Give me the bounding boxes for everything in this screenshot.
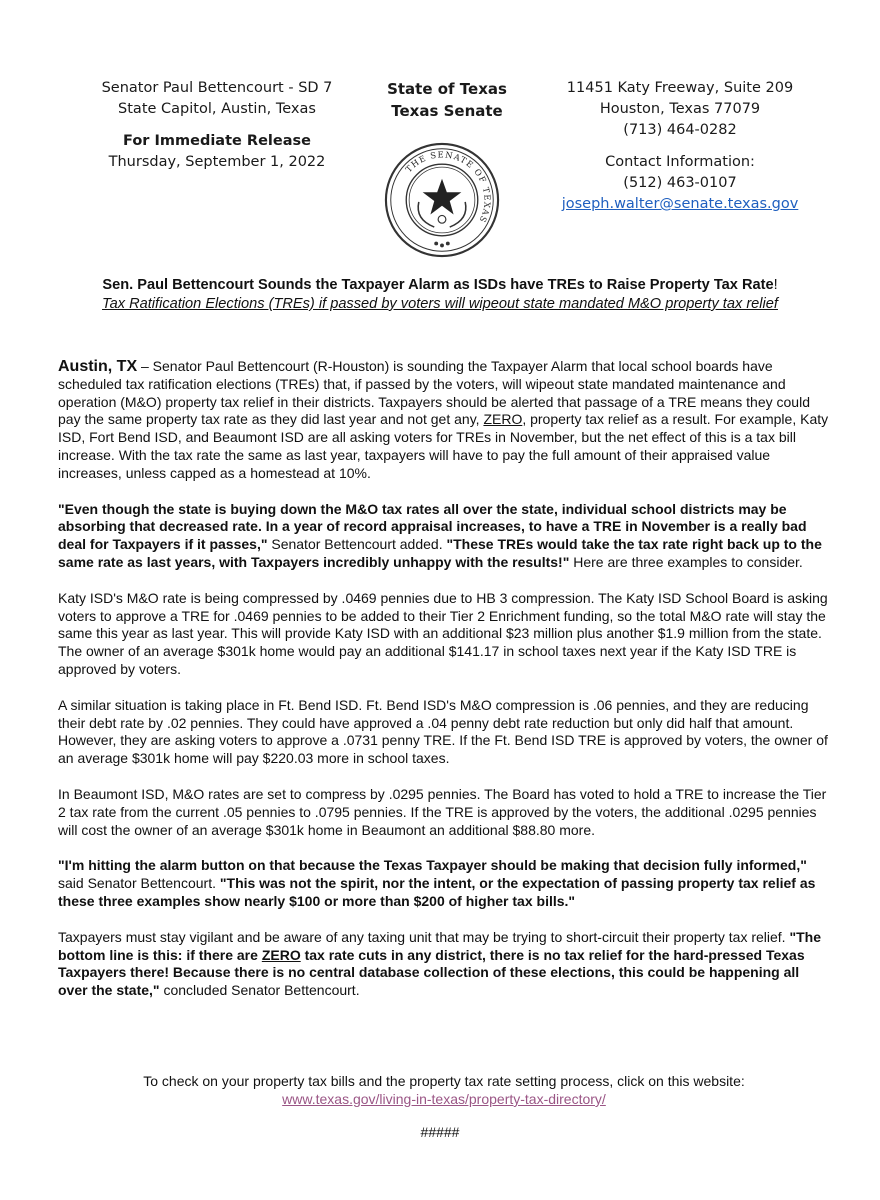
closing-zero: ZERO xyxy=(261,946,301,963)
paragraph-closing xyxy=(58,929,830,1000)
contact-phone: (512) 463-0107 xyxy=(623,175,737,191)
headline-title: Sen. Paul Bettencourt Sounds the Taxpayer Alarm as ISDs have TREs to Raise Property Tax Rate xyxy=(102,277,774,293)
contact-label: Contact Information: xyxy=(605,154,755,170)
sender-name: Senator Paul Bettencourt - SD 7 xyxy=(101,80,333,96)
press-release-headline xyxy=(40,276,840,314)
footer-text: To check on your property tax bills and the property tax rate setting process, click on this website: xyxy=(143,1073,745,1089)
closing-attrib: concluded Senator Bettencourt. xyxy=(159,982,360,999)
contact-block xyxy=(545,78,815,215)
footer xyxy=(58,1072,830,1108)
paragraph-intro xyxy=(58,358,830,483)
paragraph-quote-2 xyxy=(58,857,830,910)
closing-quote-a: "The bottom line is this: if there are xyxy=(58,928,821,963)
quote-2-attrib: said Senator Bettencourt. xyxy=(58,875,220,892)
headline-subtitle: Tax Ratification Elections (TREs) if passed by voters will wipeout state mandated M&O property tax relief xyxy=(102,296,778,312)
headline-title-end: ! xyxy=(773,277,778,293)
state-title: State of Texas xyxy=(387,80,507,98)
paragraph-beaumont-isd: In Beaumont ISD, M&O rates are set to compress by .0295 pennies. The Board has voted to hold a TRE to increase the Tier 2 tax rate from the current .05 pennies to .0795 pennies. If the TRE is approved by the voters, the additional .0295 pennies will cost the owner of an average $301k home in Beaumont an additional $88.80 more. xyxy=(58,785,827,838)
contact-email-link[interactable]: joseph.walter@senate.texas.gov xyxy=(561,196,799,212)
release-body xyxy=(58,358,830,1018)
paragraph-quote-1 xyxy=(58,501,830,572)
senate-seal-icon xyxy=(384,142,500,258)
office-address: 11451 Katy Freeway, Suite 209 xyxy=(566,80,794,96)
sender-block xyxy=(82,78,352,173)
release-date: Thursday, September 1, 2022 xyxy=(108,154,326,170)
intro-zero: ZERO xyxy=(483,411,523,428)
office-phone: (713) 464-0282 xyxy=(623,122,737,138)
intro-text-a: – Senator Paul Bettencourt (R-Houston) is sounding the Taxpayer Alarm that local school boards have scheduled tax ratification elections (TREs) that, if passed by the voters, will wipeout state mandated maintenance and operation (M&O) property tax relief in their districts. Taxpayers should be alerted that passage of a TRE means they could pay the same property tax rate as they did last year and not get any, xyxy=(58,358,810,428)
quote-1-tail: Here are three examples to consider. xyxy=(569,553,803,570)
paragraph-fort-bend-isd: A similar situation is taking place in Ft. Bend ISD. Ft. Bend ISD's M&O compression is .06 pennies, and they are reducing their debt rate by .02 pennies. They could have approved a .04 penny debt rate reduction but only did half that amount. However, they are asking voters to approve a .0731 penny TRE. If the Ft. Bend ISD TRE is approved by voters, the owner of an average $301k home will pay $220.03 more in school taxes. xyxy=(58,696,828,767)
intro-text-b: , property tax relief as a result. For example, Katy ISD, Fort Bend ISD, and Beaumont ISD are all asking voters for TREs in November, but the net effect of this is a tax bill increase. With the tax rate the same as last year, taxpayers will have to pay the full amount of their appraised value increases, unless capped as a homestead at 10%. xyxy=(58,411,829,481)
paragraph-katy-isd: Katy ISD's M&O rate is being compressed by .0469 pennies due to HB 3 compression. The Katy ISD School Board is asking voters to approve a TRE for .0469 pennies to be added to their Tier 2 Enrichment funding, so the total M&O rate will stay the same this year as last year. This will provide Katy ISD with an additional $23 million plus another $1.9 million from the state. The owner of an average $301k home would pay an additional $141.17 in school taxes next year if the Katy ISD TRE is approved by voters. xyxy=(58,589,828,677)
closing-text: Taxpayers must stay vigilant and be aware of any taxing unit that may be trying to short-circuit their property tax relief. xyxy=(58,928,790,945)
quote-2b: "This was not the spirit, nor the intent, or the expectation of passing property tax relief as these three examples show nearly $100 or more than $200 of higher tax bills." xyxy=(58,875,816,909)
senate-title: Texas Senate xyxy=(391,102,503,120)
release-label: For Immediate Release xyxy=(123,133,311,149)
quote-1b: "These TREs would take the tax rate right back up to the same rate as last years, with Taxpayers incredibly unhappy with the results!" xyxy=(58,536,822,570)
seal-text: THE SENATE OF TEXAS xyxy=(403,149,493,225)
dateline: Austin, TX xyxy=(58,358,138,375)
quote-1a: "Even though the state is buying down the M&O tax rates all over the state, individual school districts may be absorbing that decreased rate. In a year of record appraisal increases, to have a TRE in November is a really bad deal for Taxpayers if it passes," xyxy=(58,500,807,553)
property-tax-directory-link[interactable]: www.texas.gov/living-in-texas/property-tax-directory/ xyxy=(282,1091,606,1107)
letterhead-title xyxy=(372,78,522,122)
sender-address: State Capitol, Austin, Texas xyxy=(118,101,316,117)
closing-quote-b: tax rate cuts in any district, there is no tax relief for the hard-pressed Texas Taxpayers there! Because there is no central database collection of these elections, this could be happening all over the state," xyxy=(58,946,805,999)
quote-2a: "I'm hitting the alarm button on that because the Texas Taxpayer should be making that decision fully informed," xyxy=(58,857,807,874)
quote-1-attrib: Senator Bettencourt added. xyxy=(267,536,447,553)
office-city: Houston, Texas 77079 xyxy=(599,101,761,117)
end-marker: ##### xyxy=(420,1124,460,1140)
